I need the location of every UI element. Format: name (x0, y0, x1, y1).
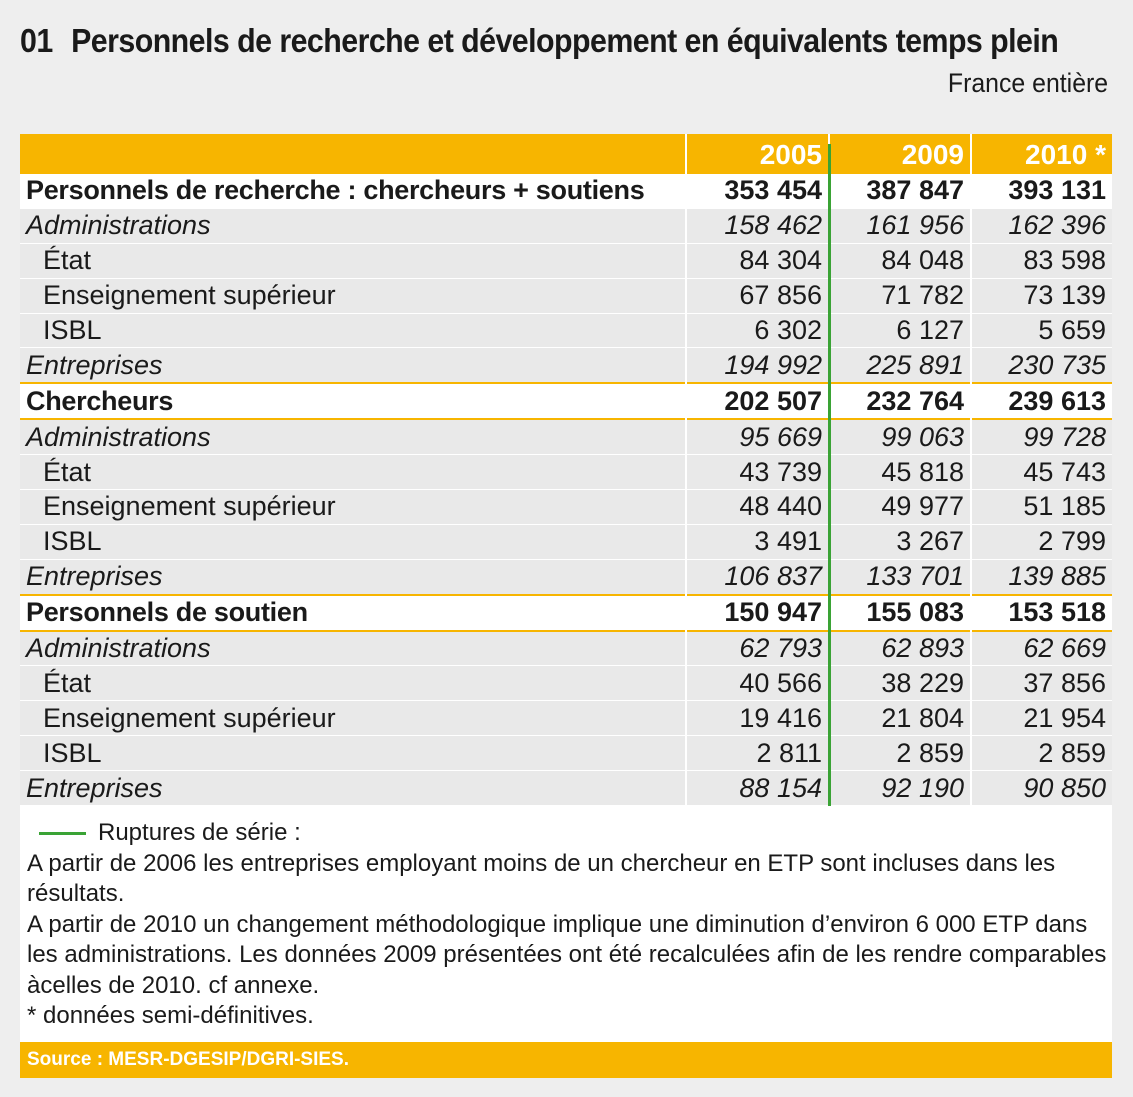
cell-value: 84 048 (829, 243, 971, 278)
column-header: 2005 (686, 134, 829, 174)
title-number: 01 (20, 22, 53, 59)
table-row (20, 524, 1112, 559)
table-row (20, 455, 1112, 490)
note-text: A partir de 2010 un changement méthodologique implique une diminution d’environ 6 000 ETP dans les administrations. Les données 2009 présentées ont été recalculées afin de les rendre comparables àcelles de 2010. cf annexe. (27, 910, 1107, 999)
cell-value: 88 154 (686, 771, 829, 806)
page-title (20, 22, 1058, 60)
row-label: Personnels de soutien (20, 595, 686, 631)
cell-value: 353 454 (686, 174, 829, 208)
table-row (20, 208, 1112, 243)
cell-value: 51 185 (971, 490, 1112, 525)
cell-value: 48 440 (686, 490, 829, 525)
cell-value: 21 804 (829, 701, 971, 736)
table-row (20, 383, 1112, 419)
series-break-line (828, 144, 831, 806)
row-label: ISBL (20, 313, 686, 348)
cell-value: 106 837 (686, 559, 829, 594)
cell-value: 2 859 (829, 736, 971, 771)
row-label: État (20, 243, 686, 278)
cell-value: 95 669 (686, 419, 829, 454)
source-bar: Source : MESR-DGESIP/DGRI-SIES. (20, 1042, 1112, 1078)
cell-value: 153 518 (971, 595, 1112, 631)
cell-value: 21 954 (971, 701, 1112, 736)
cell-value: 92 190 (829, 771, 971, 806)
cell-value: 162 396 (971, 208, 1112, 243)
row-label: Entreprises (20, 771, 686, 806)
table-header-row (20, 134, 1112, 174)
cell-value: 393 131 (971, 174, 1112, 208)
cell-value: 194 992 (686, 348, 829, 383)
cell-value: 225 891 (829, 348, 971, 383)
cell-value: 150 947 (686, 595, 829, 631)
cell-value: 158 462 (686, 208, 829, 243)
cell-value: 73 139 (971, 278, 1112, 313)
cell-value: 19 416 (686, 701, 829, 736)
legend-label: Ruptures de série : (98, 819, 301, 846)
cell-value: 3 491 (686, 524, 829, 559)
table-row (20, 490, 1112, 525)
cell-value: 161 956 (829, 208, 971, 243)
cell-value: 62 893 (829, 631, 971, 666)
cell-value: 37 856 (971, 666, 1112, 701)
legend (27, 818, 1107, 849)
table-row (20, 631, 1112, 666)
page-subtitle: France entière (947, 68, 1108, 98)
cell-value: 83 598 (971, 243, 1112, 278)
notes-block (27, 818, 1107, 1032)
cell-value: 38 229 (829, 666, 971, 701)
cell-value: 84 304 (686, 243, 829, 278)
cell-value: 387 847 (829, 174, 971, 208)
cell-value: 6 302 (686, 313, 829, 348)
cell-value: 5 659 (971, 313, 1112, 348)
cell-value: 239 613 (971, 383, 1112, 419)
table-row (20, 174, 1112, 208)
cell-value: 49 977 (829, 490, 971, 525)
cell-value: 99 063 (829, 419, 971, 454)
table-row (20, 771, 1112, 806)
table-panel (20, 134, 1112, 1078)
table-row (20, 559, 1112, 594)
table-row (20, 313, 1112, 348)
row-label: ISBL (20, 524, 686, 559)
row-label: Entreprises (20, 559, 686, 594)
cell-value: 6 127 (829, 313, 971, 348)
row-label: État (20, 455, 686, 490)
cell-value: 90 850 (971, 771, 1112, 806)
table-row (20, 419, 1112, 454)
title-text: Personnels de recherche et développement en équivalents temps plein (71, 22, 1059, 59)
cell-value: 2 859 (971, 736, 1112, 771)
cell-value: 3 267 (829, 524, 971, 559)
row-label: Enseignement supérieur (20, 278, 686, 313)
cell-value: 202 507 (686, 383, 829, 419)
table-row (20, 666, 1112, 701)
row-label: Enseignement supérieur (20, 490, 686, 525)
cell-value: 62 793 (686, 631, 829, 666)
table-row (20, 278, 1112, 313)
series-break-swatch (39, 832, 86, 835)
table-row (20, 595, 1112, 631)
cell-value: 139 885 (971, 559, 1112, 594)
note-text: * données semi-définitives. (27, 1002, 314, 1029)
cell-value: 99 728 (971, 419, 1112, 454)
cell-value: 2 811 (686, 736, 829, 771)
column-header: 2010 * (971, 134, 1112, 174)
cell-value: 62 669 (971, 631, 1112, 666)
row-label: Enseignement supérieur (20, 701, 686, 736)
cell-value: 155 083 (829, 595, 971, 631)
data-table (20, 134, 1112, 806)
cell-value: 67 856 (686, 278, 829, 313)
column-header: 2009 (829, 134, 971, 174)
cell-value: 43 739 (686, 455, 829, 490)
cell-value: 45 818 (829, 455, 971, 490)
cell-value: 2 799 (971, 524, 1112, 559)
row-label: Personnels de recherche : chercheurs + soutiens (20, 174, 686, 208)
row-label: Administrations (20, 631, 686, 666)
row-label: Administrations (20, 208, 686, 243)
cell-value: 230 735 (971, 348, 1112, 383)
cell-value: 232 764 (829, 383, 971, 419)
row-label: Entreprises (20, 348, 686, 383)
note-text: A partir de 2006 les entreprises employant moins de un chercheur en ETP sont incluses dans les résultats. (27, 849, 1056, 907)
table-row (20, 348, 1112, 383)
table-row (20, 243, 1112, 278)
row-label: Chercheurs (20, 383, 686, 419)
cell-value: 45 743 (971, 455, 1112, 490)
row-label: Administrations (20, 419, 686, 454)
header-label-cell (20, 134, 686, 174)
row-label: ISBL (20, 736, 686, 771)
cell-value: 71 782 (829, 278, 971, 313)
cell-value: 40 566 (686, 666, 829, 701)
row-label: État (20, 666, 686, 701)
cell-value: 133 701 (829, 559, 971, 594)
table-row (20, 736, 1112, 771)
table-row (20, 701, 1112, 736)
